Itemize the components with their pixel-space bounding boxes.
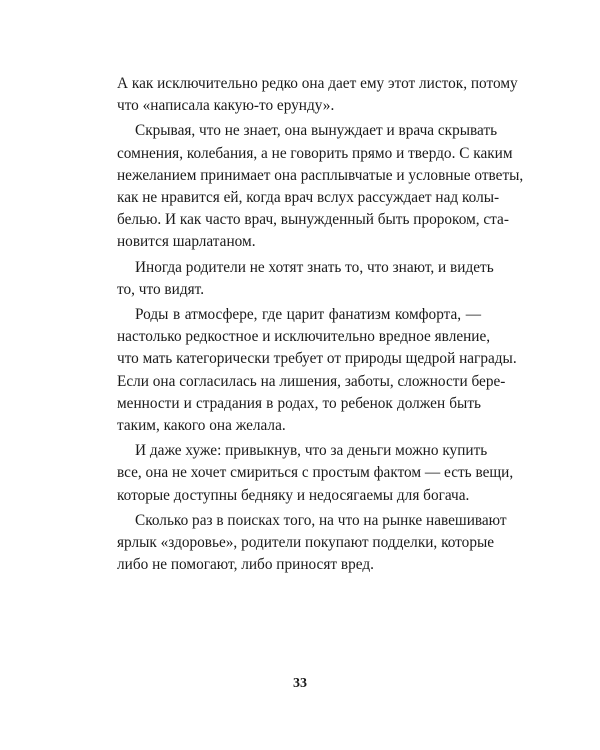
paragraph-5 bbox=[117, 440, 514, 507]
text-line: которые доступны бедняку и недосягаемы для богача. bbox=[117, 486, 470, 504]
text-line: все, она не хочет смириться с простым фактом — есть вещи, bbox=[117, 464, 514, 482]
paragraph-2 bbox=[117, 120, 524, 253]
text-line: новится шарлатаном. bbox=[117, 233, 256, 251]
text-line: сомнения, колебания, а не говорить прямо и твердо. С каким bbox=[117, 144, 513, 162]
text-line: настолько редкостное и исключительно вредное явление, bbox=[117, 328, 491, 346]
text-line: то, что видят. bbox=[117, 280, 205, 298]
paragraph-6 bbox=[117, 510, 507, 577]
text-line: И даже хуже: привыкнув, что за деньги можно купить bbox=[135, 442, 488, 460]
text-line: менности и страдания в родах, то ребенок должен быть bbox=[117, 394, 481, 412]
text-line: Если она согласилась на лишения, заботы, сложности бере- bbox=[117, 372, 506, 390]
body-text bbox=[117, 73, 524, 579]
text-line: таким, какого она желала. bbox=[117, 417, 286, 435]
text-line: белью. И как часто врач, вынужденный быть пророком, ста- bbox=[117, 211, 509, 229]
text-line: Роды в атмосфере, где царит фанатизм комфорта, — bbox=[135, 306, 481, 324]
paragraph-3 bbox=[117, 257, 494, 301]
text-line: что «написала какую-то ерунду». bbox=[117, 97, 335, 115]
text-line: ярлык «здоровье», родители покупают подделки, которые bbox=[117, 534, 495, 552]
text-line: А как исключительно редко она дает ему этот листок, потому bbox=[117, 75, 518, 92]
text-line: как не нравится ей, когда врач вслух рассуждает над колы- bbox=[117, 189, 500, 207]
text-line: что мать категорически требует от природы щедрой награды. bbox=[117, 350, 517, 368]
text-line: либо не помогают, либо приносят вред. bbox=[117, 556, 374, 574]
text-line: Сколько раз в поисках того, на что на рынке навешивают bbox=[135, 511, 507, 529]
paragraph-4 bbox=[117, 304, 517, 437]
page-number: 33 bbox=[293, 676, 307, 691]
text-line: Скрывая, что не знает, она вынуждает и врача скрывать bbox=[135, 122, 498, 140]
paragraph-1 bbox=[117, 73, 518, 117]
text-line: нежеланием принимает она расплывчатые и условные ответы, bbox=[117, 166, 524, 184]
text-line: Иногда родители не хотят знать то, что знают, и видеть bbox=[135, 258, 494, 276]
